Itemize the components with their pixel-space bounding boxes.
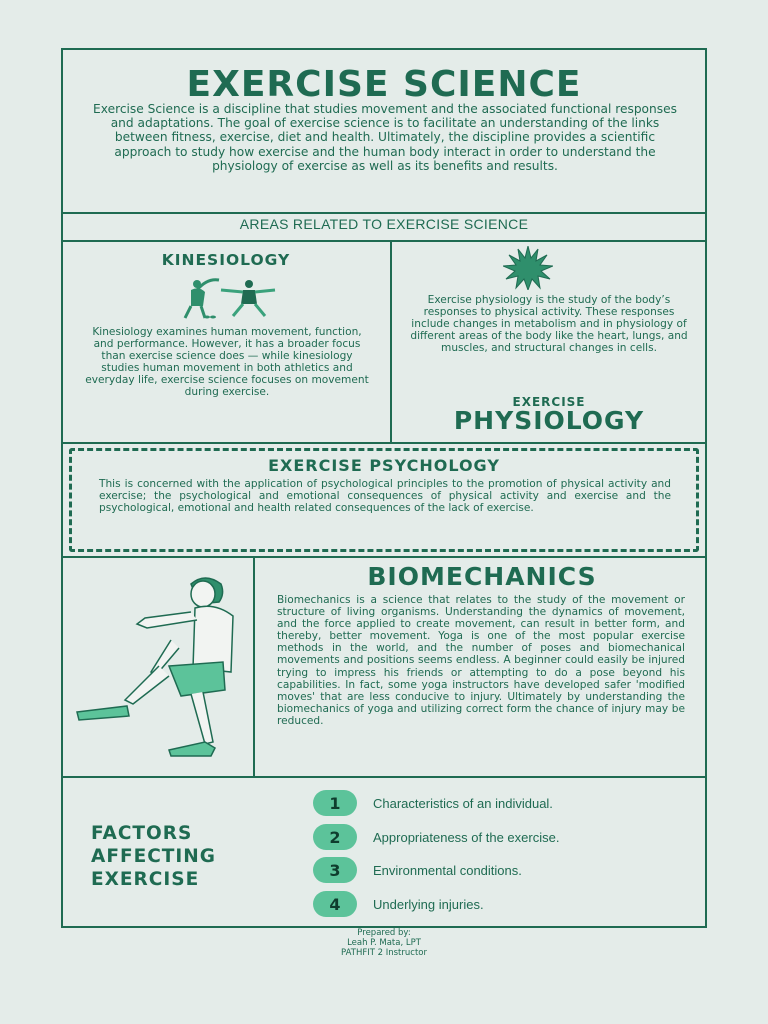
factor-text: Underlying injuries. (373, 896, 484, 912)
physiology-heading: PHYSIOLOGY (453, 406, 645, 435)
divider (63, 776, 705, 778)
factor-number-badge: 3 (313, 857, 357, 883)
starburst-icon (503, 246, 553, 290)
factor-number-badge: 4 (313, 891, 357, 917)
factor-item (313, 824, 559, 850)
divider (63, 442, 705, 444)
factor-item (313, 891, 484, 917)
factor-item (313, 857, 522, 883)
psychology-heading: EXERCISE PSYCHOLOGY (268, 456, 500, 475)
intro-paragraph: Exercise Science is a discipline that studies movement and the associated functional responses and adaptations. The goal of exercise science is to facilitate an understanding of the links between fitness, exercise, diet and health. Ultimately, the discipline provides a scientific approach to study how exercise and the human body interact in order to understand the physiology of exercise as well as its benefits and results. (93, 102, 677, 173)
physiology-text: Exercise physiology is the study of the body’s responses to physical activity. These responses include changes in metabolism and in physiology of different areas of the body like the heart, lungs, and muscles, and structural changes in cells. (410, 294, 688, 354)
kinesiology-heading: KINESIOLOGY (161, 251, 291, 269)
credit-author: Leah P. Mata, LPT (347, 938, 421, 948)
stretching-man-illustration (73, 570, 245, 766)
areas-heading: AREAS RELATED TO EXERCISE SCIENCE (239, 216, 529, 232)
credit-block (0, 928, 768, 958)
factor-text: Environmental conditions. (373, 862, 522, 878)
biomechanics-heading: BIOMECHANICS (367, 562, 597, 591)
infographic-frame (61, 48, 707, 928)
factor-number-badge: 2 (313, 824, 357, 850)
factor-number-badge: 1 (313, 790, 357, 816)
factor-text: Characteristics of an individual. (373, 795, 553, 811)
factor-item (313, 790, 553, 816)
stretching-people-icon (167, 276, 287, 320)
divider (63, 212, 705, 214)
biomechanics-text: Biomechanics is a science that relates to the study of the movement or structure of living organisms. Understanding the dynamics of movement, and the force applied to create movement, can result in better form, and thereby, better movement. Yoga is one of the most popular exercise methods in the world, and the number of poses and biomechanical movements and positions seems endless. A beginner could easily be injured trying to impress his friends or attempting to do a pose beyond his capabilities. In fact, some yoga instructors have developed safer 'modified moves' that are less conducive to injury. Ultimately by understanding the biomechanics of yoga and utilizing correct form the chance of injury may be reduced. (277, 594, 685, 727)
divider (253, 556, 255, 776)
kinesiology-text: Kinesiology examines human movement, function, and performance. However, it has a broader focus than exercise science does — while kinesiology studies human movement in both athletics and everyday life, exercise science focuses on movement during exercise. (85, 326, 369, 398)
page-title: EXERCISE SCIENCE (186, 64, 582, 105)
factors-heading: FACTORS AFFECTING EXERCISE (91, 823, 216, 890)
psychology-text: This is concerned with the application of psychological principles to the promotion of physical activity and exercise; the psychological and emotional consequences of physical activity and exercise and the psychological, emotional and health related consequences of the lack of exercise. (99, 478, 671, 514)
credit-role: PATHFIT 2 Instructor (341, 948, 427, 958)
credit-label: Prepared by: (357, 928, 411, 938)
factor-text: Appropriateness of the exercise. (373, 829, 560, 845)
divider (63, 556, 705, 558)
divider (63, 240, 705, 242)
physiology-heading-small: EXERCISE (512, 395, 586, 409)
